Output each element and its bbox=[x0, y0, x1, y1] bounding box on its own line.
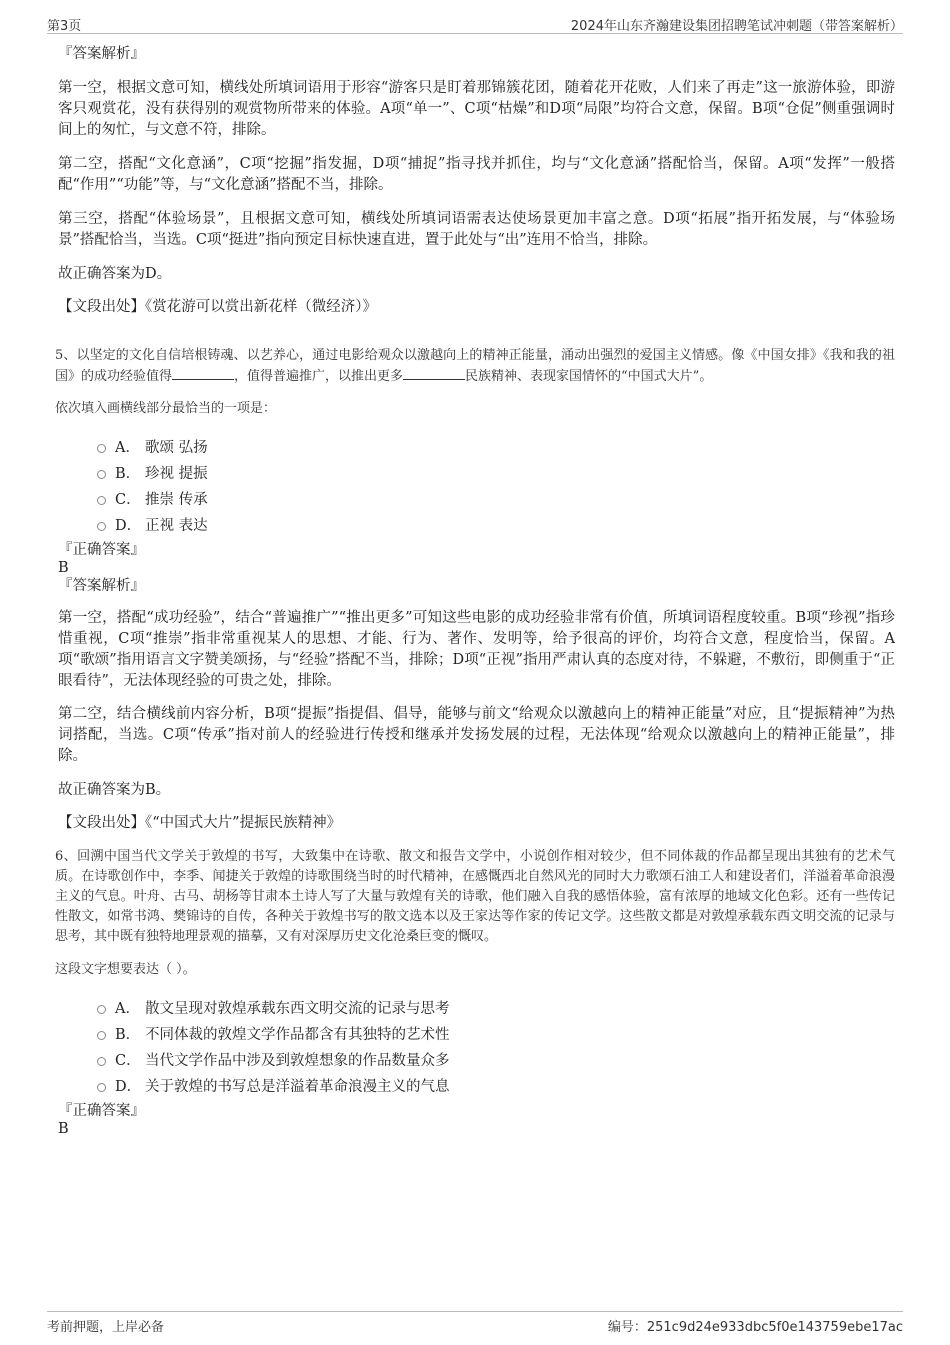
q4-analysis-p2: 第二空，搭配“文化意涵”，C项“挖掘”指发掘，D项“捕捉”指寻找并抓住，均与“文化意涵”搭配恰当，保留。A项“发挥”一般搭配“作用”“功能”等，与“文化意涵”搭配不当，排除。 bbox=[58, 156, 895, 193]
q5-analysis-p1: 第一空，搭配“成功经验”，结合“普遍推广”“推出更多”可知这些电影的成功经验非常有价值，所填词语程度较重。B项“珍视”指珍惜重视，C项“推崇”指非常重视某人的思想、才能、行为、著作、发明等，给予很高的评价，均符合文意，程度恰当，保留。A项“歌颂”指用语言文字赞美颂扬，与“经验”搭配不当，排除；D项“正视”指用严肃认真的态度对待，不躲避，不敷衍，即侧重于“正眼看待”，无法体现经验的可贵之处，排除。 bbox=[58, 610, 895, 689]
radio-icon[interactable] bbox=[97, 444, 106, 453]
radio-icon[interactable] bbox=[97, 1005, 106, 1014]
q5-conclusion: 故正确答案为B。 bbox=[58, 782, 171, 798]
q4-analysis-p3: 第三空，搭配“体验场景”，且根据文意可知，横线处所填词语需表达使场景更加丰富之意。D项“拓展”指开拓发展，与“体验场景”搭配恰当，当选。C项“挺进”指向预定目标快速直进，置于此处与“出”连用不恰当，排除。 bbox=[58, 211, 895, 248]
document-title: 2024年山东齐瀚建设集团招聘笔试冲刺题（带答案解析） bbox=[570, 19, 903, 34]
page-footer bbox=[47, 1311, 903, 1342]
q4-analysis-tag: 『答案解析』 bbox=[58, 46, 145, 62]
page-number: 第3页 bbox=[47, 19, 82, 34]
page-content bbox=[55, 44, 895, 1138]
radio-icon[interactable] bbox=[97, 496, 106, 505]
q6-option-b[interactable]: B． 不同体裁的敦煌文学作品都含有其独特的艺术性 bbox=[95, 1022, 895, 1048]
blank-line bbox=[172, 366, 234, 380]
q6-prompt: 这段文字想要表达（ ）。 bbox=[55, 962, 196, 977]
footer-slogan: 考前押题，上岸必备 bbox=[47, 1320, 165, 1335]
radio-icon[interactable] bbox=[97, 1031, 106, 1040]
q5-analysis-p2: 第二空，结合横线前内容分析，B项“提振”指提倡、倡导，能够与前文“给观众以激越向上的精神正能量”对应，且“提振精神”为热词搭配，当选。C项“传承”指对前人的经验进行传授和继承并发扬发展的过程，无法体现“给观众以激越向上的精神正能量”，排除。 bbox=[58, 706, 895, 764]
document-id: 编号：251c9d24e933dbc5f0e143759ebe17ac bbox=[607, 1320, 903, 1335]
q5-prompt: 依次填入画横线部分最恰当的一项是： bbox=[55, 401, 277, 416]
blank-line bbox=[403, 366, 465, 380]
q5-options bbox=[95, 435, 895, 539]
q4-conclusion: 故正确答案为D。 bbox=[58, 266, 172, 282]
q4-analysis-p1: 第一空，根据文意可知，横线处所填词语用于形容“游客只是盯着那锦簇花团，随着花开花败，人们来了再走”这一旅游体验，即游客只观赏花，没有获得别的观赏物所带来的体验。A项“单一”、C项“枯燥”和D项“局限”均符合文意，保留。B项“仓促”侧重强调时间上的匆忙，与文意不符，排除。 bbox=[58, 80, 895, 138]
q6-option-a[interactable]: A． 散文呈现对敦煌承载东西文明交流的记录与思考 bbox=[95, 996, 895, 1022]
q5-stem: 5、以坚定的文化自信培根铸魂、以艺养心，通过电影给观众以激越向上的精神正能量，涌动出强烈的爱国主义情感。像《中国女排》《我和我的祖国》的成功经验值得 ，值得普遍推广，以推出更多 民族精神、表现家国情怀的“中国式大片”。 bbox=[55, 348, 895, 384]
q4-source: 【文段出处】《赏花游可以赏出新花样（微经济）》 bbox=[58, 299, 377, 315]
radio-icon[interactable] bbox=[97, 1057, 106, 1066]
q6-correct-answer: B bbox=[58, 1121, 69, 1137]
q6-stem: 6、回溯中国当代文学关于敦煌的书写，大致集中在诗歌、散文和报告文学中，小说创作相对较少，但不同体裁的作品都呈现出其独有的艺术气质。在诗歌创作中，李季、闻捷关于敦煌的诗歌围绕当时的时代精神，在感慨西北自然风光的同时大力歌颂石油工人和建设者们，洋溢着革命浪漫主义的气息。叶舟、古马、胡杨等甘肃本土诗人写了大量与敦煌有关的诗歌，他们融入自我的感悟体验，富有浓厚的地域文化色彩。还有一些传记性散文，如常书鸿、樊锦诗的自传，各种关于敦煌书写的散文选本以及王家达等作家的传记文学。这些散文都是对敦煌承载东西文明交流的记录与思考，其中既有独特地理景观的描摹，又有对深厚历史文化沧桑巨变的慨叹。 bbox=[55, 849, 895, 944]
page-header bbox=[47, 0, 903, 34]
q5-option-b[interactable]: B． 珍视 提振 bbox=[95, 461, 895, 487]
q6-options bbox=[95, 996, 895, 1100]
q5-correct-tag: 『正确答案』 bbox=[58, 542, 145, 558]
q6-option-c[interactable]: C． 当代文学作品中涉及到敦煌想象的作品数量众多 bbox=[95, 1048, 895, 1074]
radio-icon[interactable] bbox=[97, 522, 106, 531]
q5-analysis-tag: 『答案解析』 bbox=[58, 578, 145, 594]
q5-source: 【文段出处】《“中国式大片”提振民族精神》 bbox=[58, 815, 342, 831]
q5-option-a[interactable]: A． 歌颂 弘扬 bbox=[95, 435, 895, 461]
q6-correct-tag: 『正确答案』 bbox=[58, 1103, 145, 1119]
q6-option-d[interactable]: D． 关于敦煌的书写总是洋溢着革命浪漫主义的气息 bbox=[95, 1074, 895, 1100]
radio-icon[interactable] bbox=[97, 1083, 106, 1092]
q5-option-c[interactable]: C． 推崇 传承 bbox=[95, 487, 895, 513]
q5-correct-answer: B bbox=[58, 560, 69, 576]
radio-icon[interactable] bbox=[97, 470, 106, 479]
q5-option-d[interactable]: D． 正视 表达 bbox=[95, 513, 895, 539]
